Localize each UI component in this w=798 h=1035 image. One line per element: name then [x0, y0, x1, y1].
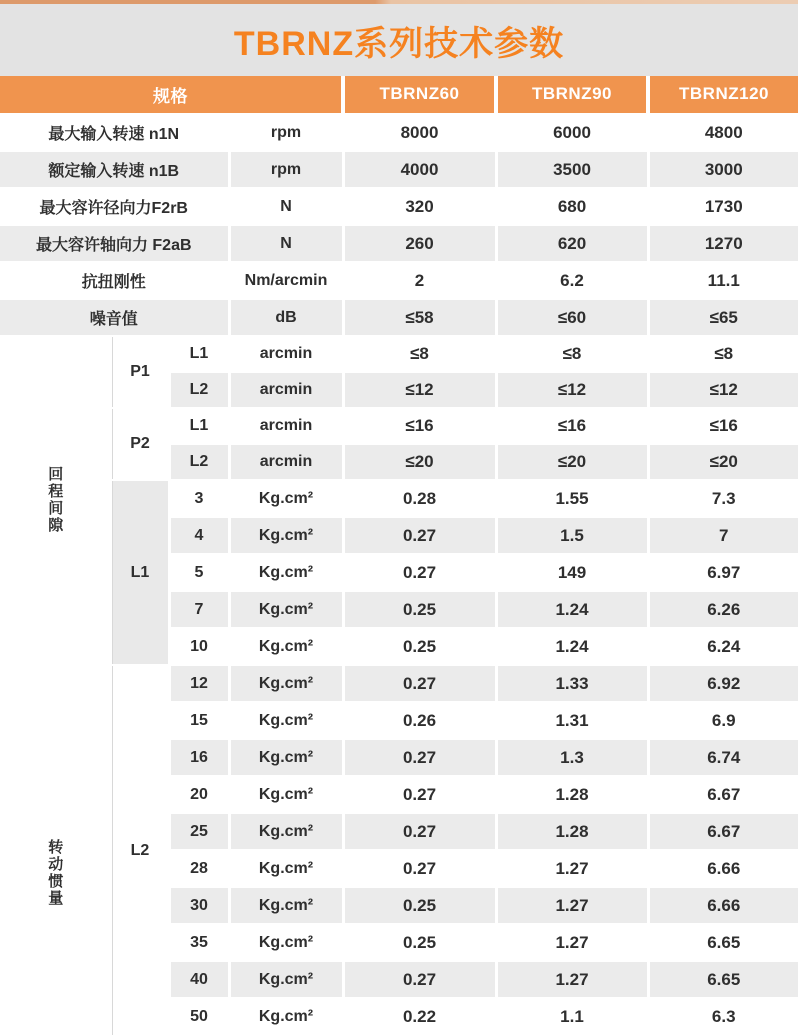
unit-cell: Kg.cm²: [229, 776, 343, 813]
backlash-vertical-label: 回程间隙: [48, 466, 64, 534]
value-cell: 1.5: [496, 517, 648, 554]
value-cell: 2: [343, 262, 496, 299]
value-cell: ≤12: [343, 372, 496, 408]
ratio-cell: 30: [169, 887, 229, 924]
value-cell: ≤8: [648, 336, 798, 372]
value-cell: ≤8: [496, 336, 648, 372]
value-cell: ≤16: [496, 408, 648, 444]
value-cell: 6.92: [648, 665, 798, 702]
level-cell: L2: [169, 372, 229, 408]
ratio-cell: 4: [169, 517, 229, 554]
value-cell: 0.25: [343, 924, 496, 961]
unit-cell: rpm: [229, 114, 343, 151]
header-model-tbrnz90: TBRNZ90: [496, 76, 648, 114]
unit-cell: arcmin: [229, 372, 343, 408]
table-row: [0, 665, 798, 702]
value-cell: 6.66: [648, 850, 798, 887]
unit-cell: Kg.cm²: [229, 665, 343, 702]
unit-cell: Kg.cm²: [229, 887, 343, 924]
value-cell: ≤12: [496, 372, 648, 408]
spec-label: 最大输入转速 n1N: [0, 114, 229, 151]
table-row: [0, 262, 798, 299]
value-cell: 6000: [496, 114, 648, 151]
value-cell: 1.3: [496, 739, 648, 776]
unit-cell: Kg.cm²: [229, 961, 343, 998]
value-cell: 1.27: [496, 850, 648, 887]
table-row: [0, 114, 798, 151]
table-row: [0, 225, 798, 262]
header-model-tbrnz120: TBRNZ120: [648, 76, 798, 114]
spec-label: 抗扭刚性: [0, 262, 229, 299]
value-cell: 0.22: [343, 998, 496, 1035]
unit-cell: arcmin: [229, 408, 343, 444]
unit-cell: N: [229, 225, 343, 262]
value-cell: 260: [343, 225, 496, 262]
value-cell: 1.31: [496, 702, 648, 739]
spec-label: 噪音值: [0, 299, 229, 336]
table-row: [0, 188, 798, 225]
value-cell: 6.3: [648, 998, 798, 1035]
value-cell: ≤65: [648, 299, 798, 336]
level-group-l2: L2: [112, 665, 169, 1035]
value-cell: 3500: [496, 151, 648, 188]
value-cell: 0.27: [343, 554, 496, 591]
value-cell: 1.27: [496, 887, 648, 924]
table-row: [0, 480, 798, 517]
value-cell: 1.55: [496, 480, 648, 517]
value-cell: 6.97: [648, 554, 798, 591]
unit-cell: N: [229, 188, 343, 225]
value-cell: 1.28: [496, 776, 648, 813]
ratio-cell: 7: [169, 591, 229, 628]
class-cell-p1: P1: [112, 336, 169, 408]
unit-cell: dB: [229, 299, 343, 336]
value-cell: 0.27: [343, 665, 496, 702]
value-cell: 1.28: [496, 813, 648, 850]
table-row: [0, 408, 798, 444]
spec-label: 额定输入转速 n1B: [0, 151, 229, 188]
level-cell: L1: [169, 408, 229, 444]
value-cell: 6.2: [496, 262, 648, 299]
spec-table: [0, 76, 798, 1035]
value-cell: ≤20: [648, 444, 798, 480]
value-cell: 7.3: [648, 480, 798, 517]
value-cell: 11.1: [648, 262, 798, 299]
ratio-cell: 3: [169, 480, 229, 517]
ratio-cell: 20: [169, 776, 229, 813]
value-cell: 0.25: [343, 887, 496, 924]
value-cell: 1270: [648, 225, 798, 262]
value-cell: 320: [343, 188, 496, 225]
ratio-cell: 28: [169, 850, 229, 887]
unit-cell: Nm/arcmin: [229, 262, 343, 299]
table-row: [0, 336, 798, 372]
unit-cell: rpm: [229, 151, 343, 188]
value-cell: 6.26: [648, 591, 798, 628]
level-cell: L1: [169, 336, 229, 372]
value-cell: 0.27: [343, 739, 496, 776]
value-cell: 6.66: [648, 887, 798, 924]
value-cell: 7: [648, 517, 798, 554]
value-cell: 149: [496, 554, 648, 591]
ratio-cell: 10: [169, 628, 229, 665]
class-cell-p2: P2: [112, 408, 169, 480]
value-cell: ≤20: [343, 444, 496, 480]
value-cell: 620: [496, 225, 648, 262]
value-cell: 0.26: [343, 702, 496, 739]
value-cell: 0.25: [343, 591, 496, 628]
unit-cell: Kg.cm²: [229, 850, 343, 887]
unit-cell: arcmin: [229, 444, 343, 480]
value-cell: 6.74: [648, 739, 798, 776]
value-cell: 0.27: [343, 961, 496, 998]
ratio-cell: 50: [169, 998, 229, 1035]
unit-cell: Kg.cm²: [229, 554, 343, 591]
value-cell: 6.67: [648, 813, 798, 850]
value-cell: 0.25: [343, 628, 496, 665]
level-cell: L2: [169, 444, 229, 480]
ratio-cell: 35: [169, 924, 229, 961]
ratio-cell: 5: [169, 554, 229, 591]
header-spec-cell: 规格: [0, 76, 343, 114]
value-cell: 6.65: [648, 924, 798, 961]
value-cell: 1.24: [496, 591, 648, 628]
value-cell: 3000: [648, 151, 798, 188]
ratio-cell: 40: [169, 961, 229, 998]
header-model-tbrnz60: TBRNZ60: [343, 76, 496, 114]
unit-cell: arcmin: [229, 336, 343, 372]
title-band: [0, 4, 798, 76]
value-cell: 0.27: [343, 813, 496, 850]
spec-label: 最大容许轴向力 F2aB: [0, 225, 229, 262]
unit-cell: Kg.cm²: [229, 628, 343, 665]
value-cell: ≤16: [648, 408, 798, 444]
unit-cell: Kg.cm²: [229, 517, 343, 554]
unit-cell: Kg.cm²: [229, 813, 343, 850]
value-cell: 0.28: [343, 480, 496, 517]
ratio-cell: 16: [169, 739, 229, 776]
value-cell: 6.65: [648, 961, 798, 998]
spec-label: 最大容许径向力F2rB: [0, 188, 229, 225]
value-cell: 4800: [648, 114, 798, 151]
value-cell: 1.33: [496, 665, 648, 702]
inertia-vertical-label: 转动惯量: [48, 839, 64, 907]
value-cell: ≤20: [496, 444, 648, 480]
group-label-backlash: [0, 336, 112, 665]
table-row: [0, 299, 798, 336]
value-cell: 1.27: [496, 961, 648, 998]
level-group-l1: L1: [112, 480, 169, 665]
value-cell: 4000: [343, 151, 496, 188]
value-cell: 1730: [648, 188, 798, 225]
ratio-cell: 12: [169, 665, 229, 702]
value-cell: ≤58: [343, 299, 496, 336]
table-header-row: [0, 76, 798, 114]
unit-cell: Kg.cm²: [229, 998, 343, 1035]
value-cell: 680: [496, 188, 648, 225]
value-cell: 1.24: [496, 628, 648, 665]
group-label-inertia: [0, 665, 112, 1035]
unit-cell: Kg.cm²: [229, 924, 343, 961]
value-cell: 6.67: [648, 776, 798, 813]
value-cell: 6.9: [648, 702, 798, 739]
value-cell: 1.27: [496, 924, 648, 961]
value-cell: ≤12: [648, 372, 798, 408]
value-cell: ≤16: [343, 408, 496, 444]
unit-cell: Kg.cm²: [229, 480, 343, 517]
ratio-cell: 25: [169, 813, 229, 850]
value-cell: 6.24: [648, 628, 798, 665]
page-title: TBRNZ系列技术参数: [233, 24, 565, 63]
value-cell: 0.27: [343, 776, 496, 813]
value-cell: 1.1: [496, 998, 648, 1035]
value-cell: ≤8: [343, 336, 496, 372]
unit-cell: Kg.cm²: [229, 591, 343, 628]
value-cell: 0.27: [343, 517, 496, 554]
table-row: [0, 151, 798, 188]
ratio-cell: 15: [169, 702, 229, 739]
value-cell: ≤60: [496, 299, 648, 336]
value-cell: 8000: [343, 114, 496, 151]
value-cell: 0.27: [343, 850, 496, 887]
unit-cell: Kg.cm²: [229, 702, 343, 739]
unit-cell: Kg.cm²: [229, 739, 343, 776]
